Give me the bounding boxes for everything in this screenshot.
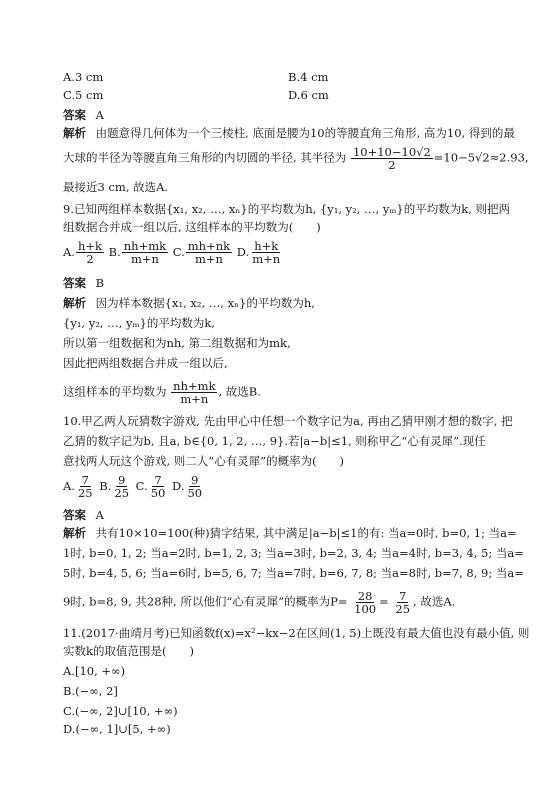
analysis-text: 所以第一组数据和为nh, 第二组数据和为mk,: [63, 336, 291, 350]
analysis-text: 由题意得几何体为一个三棱柱, 底面是腰为10的等腰直角三角形, 高为10, 得到的最: [95, 126, 515, 140]
analysis-text: 9时, b=8, 9, 共28种, 所以他们“心有灵犀”的概率为P=: [63, 594, 348, 609]
fraction-denominator: 100: [354, 602, 377, 616]
analysis-label: 解析: [63, 126, 86, 140]
fraction-numerator: nh+mk: [173, 379, 216, 393]
q8-analysis-line-1: [63, 126, 515, 140]
fraction-denominator: 25: [395, 602, 411, 616]
option-text: D.(−∞, 1]∪[5, +∞): [63, 722, 171, 736]
analysis-text: 最接近3 cm, 故选A.: [63, 180, 169, 194]
fraction-denominator: 2: [388, 158, 396, 172]
fraction: [185, 474, 204, 499]
analysis-text: , 故选A.: [413, 594, 456, 609]
fraction-numerator: h+k: [254, 239, 279, 253]
fraction-denominator: 50: [150, 486, 166, 500]
q10-analysis-line-4: [63, 590, 455, 615]
q10-option-c: [135, 473, 169, 500]
q8-options-row-1: [63, 70, 329, 84]
q10-analysis-line-2: [63, 546, 524, 560]
q8-answer: [63, 108, 104, 122]
q10-analysis-line-1: [63, 526, 517, 540]
answer-value: A: [95, 108, 104, 122]
analysis-text: 共有10×10=100(种)猜字结果, 其中满足|a−b|≤1的有: 当a=0时, b=0, 1; 当a=: [95, 526, 517, 540]
q9-stem-line-1: [63, 202, 510, 216]
q8-option-d: D.6 cm: [288, 88, 329, 102]
q9-analysis-line-3: [63, 336, 291, 350]
question-stem: 9.已知两组样本数据{x₁, x₂, …, xₙ}的平均数为h, {y₁, y₂, …, yₘ}的平均数为k, 则把两: [63, 202, 511, 216]
fraction-denominator: 2: [86, 252, 94, 266]
q11-option-d: [63, 722, 171, 736]
question-stem: 11.(2017·曲靖月考)已知函数f(x)=x²−kx−2在区间(1, 5)上既没有最大值也没有最小值, 则: [63, 626, 530, 640]
analysis-text: =: [379, 594, 389, 609]
answer-label: 答案: [63, 108, 86, 122]
q8-option-b: B.4 cm: [288, 70, 329, 84]
fraction-numerator: 28: [357, 589, 373, 603]
analysis-text: , 故选B.: [218, 384, 261, 399]
option-prefix: B.: [99, 478, 112, 493]
fraction: [393, 590, 412, 615]
q8-analysis-line-2: [63, 146, 529, 171]
q10-analysis-line-3: [63, 566, 524, 580]
fraction-numerator: mh+nk: [187, 239, 231, 253]
option-prefix: A.: [63, 478, 75, 493]
q8-option-a: A.3 cm: [63, 70, 104, 84]
q9-answer: [63, 276, 104, 290]
answer-value: A: [95, 508, 104, 522]
q10-options: [63, 474, 205, 499]
q8-option-c: C.5 cm: [63, 88, 104, 102]
q10-option-b: [99, 473, 132, 500]
q9-stem-line-2: [63, 220, 321, 234]
question-stem: 乙猜的数字记为b, 且a, b∈{0, 1, 2, …, 9}.若|a−b|≤1, 则称甲乙“心有灵犀”.现任: [63, 434, 486, 448]
fraction: [122, 240, 168, 265]
q10-option-d: [172, 473, 205, 500]
q9-option-d: [236, 239, 283, 266]
fraction-denominator: m+n: [130, 252, 159, 266]
fraction: [112, 474, 131, 499]
option-prefix: C.: [172, 244, 185, 259]
q8-analysis-line-3: [63, 180, 168, 194]
answer-label: 答案: [63, 508, 86, 522]
option-text: B.(−∞, 2]: [63, 684, 118, 698]
fraction-numerator: nh+mk: [123, 239, 167, 253]
answer-label: 答案: [63, 276, 86, 290]
fraction: [76, 474, 95, 499]
analysis-text: =10−5√2≈2.93,: [433, 150, 529, 165]
analysis-label: 解析: [63, 526, 86, 540]
analysis-text: 1时, b=0, 1, 2; 当a=2时, b=1, 2, 3; 当a=3时, b=2, 3, 4; 当a=4时, b=3, 4, 5; 当a=: [63, 546, 524, 560]
fraction: [352, 590, 378, 615]
q10-stem-line-1: [63, 414, 513, 428]
q8-options-row-2: [63, 88, 329, 102]
analysis-text: 因为样本数据{x₁, x₂, …, xₙ}的平均数为h,: [95, 296, 315, 310]
q10-stem-line-3: [63, 454, 344, 468]
q11-option-b: [63, 684, 118, 698]
fraction-numerator: 9: [191, 473, 199, 487]
q9-analysis-line-4: [63, 356, 228, 370]
q11-option-a: [63, 664, 125, 678]
analysis-text: 5时, b=4, 5, 6; 当a=6时, b=5, 6, 7; 当a=7时, b=6, 7, 8; 当a=8时, b=7, 8, 9; 当a=: [63, 566, 524, 580]
q9-analysis-line-2: [63, 316, 215, 330]
fraction-denominator: m+n: [252, 252, 281, 266]
option-prefix: D.: [236, 244, 250, 259]
fraction-denominator: 25: [114, 486, 130, 500]
analysis-text: 因此把两组数据合并成一组以后,: [63, 356, 228, 370]
q11-option-c: [63, 704, 178, 718]
fraction-numerator: 9: [118, 473, 126, 487]
fraction: [250, 240, 282, 265]
q9-option-b: [108, 239, 169, 266]
answer-value: B: [95, 276, 105, 290]
q11-stem-line-2: [63, 644, 194, 658]
fraction: [171, 380, 217, 405]
question-stem: 组数据合并成一组以后, 这组样本的平均数为( ): [63, 220, 321, 234]
analysis-text: {y₁, y₂, …, yₘ}的平均数为k,: [63, 316, 215, 330]
q9-option-a: [63, 239, 105, 266]
fraction-numerator: 7: [154, 473, 162, 487]
fraction-denominator: m+n: [194, 252, 223, 266]
q10-stem-line-2: [63, 434, 486, 448]
fraction: [149, 474, 168, 499]
option-prefix: C.: [135, 478, 148, 493]
fraction-numerator: 10+10−10√2: [352, 145, 431, 159]
q9-option-c: [172, 239, 233, 266]
q11-stem-line-1: [63, 626, 529, 640]
fraction-numerator: 7: [399, 589, 407, 603]
q9-analysis-line-5: [63, 380, 261, 405]
option-text: A.[10, +∞): [63, 664, 126, 678]
analysis-label: 解析: [63, 296, 86, 310]
option-prefix: A.: [63, 244, 75, 259]
fraction-denominator: 50: [187, 486, 203, 500]
option-prefix: D.: [172, 478, 185, 493]
analysis-text: 大球的半径为等腰直角三角形的内切圆的半径, 其半径为: [63, 150, 347, 165]
q10-answer: [63, 508, 104, 522]
analysis-text: 这组样本的平均数为: [63, 384, 167, 399]
q10-option-a: [63, 473, 96, 500]
q9-options: [63, 240, 283, 265]
fraction: [186, 240, 232, 265]
fraction: [76, 240, 104, 265]
fraction-numerator: h+k: [77, 239, 102, 253]
fraction-denominator: m+n: [180, 392, 209, 406]
option-prefix: B.: [108, 244, 121, 259]
question-stem: 意找两人玩这个游戏, 则二人“心有灵犀”的概率为( ): [63, 454, 345, 468]
fraction-denominator: 25: [77, 486, 93, 500]
option-text: C.(−∞, 2]∪[10, +∞): [63, 704, 178, 718]
q9-analysis-line-1: [63, 296, 315, 310]
fraction: [351, 146, 433, 171]
fraction-numerator: 7: [81, 473, 89, 487]
question-stem: 实数k的取值范围是( ): [63, 644, 194, 658]
question-stem: 10.甲乙两人玩猜数字游戏, 先由甲心中任想一个数字记为a, 再由乙猜甲刚才想的数字, 把: [63, 414, 513, 428]
